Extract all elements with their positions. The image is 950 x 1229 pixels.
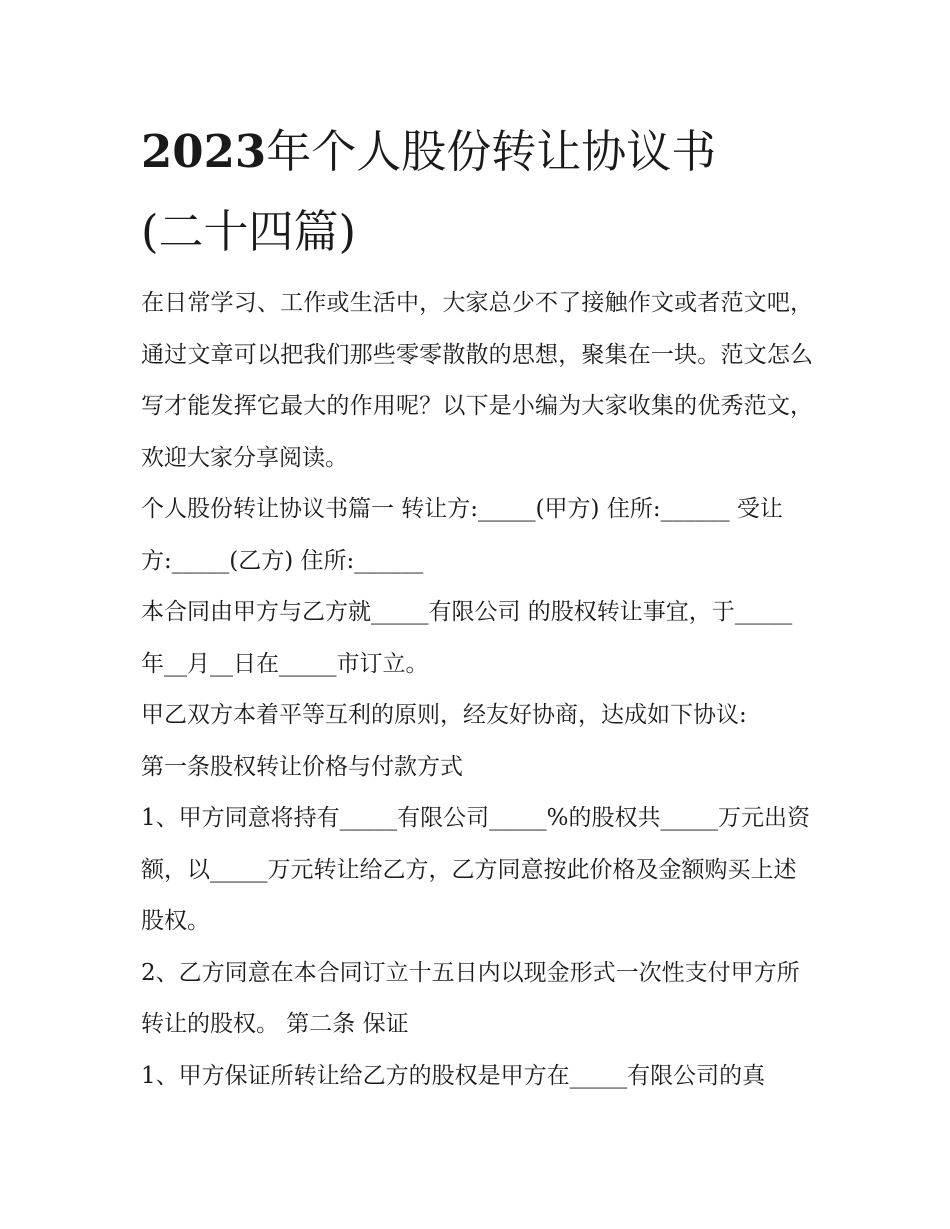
parties-paragraph: 个人股份转让协议书篇一 转让方:_____(甲方) 住所:______ 受让方:_____(乙方) 住所:______ xyxy=(141,496,783,574)
document-title xyxy=(141,112,813,272)
agreement-intro-paragraph: 甲乙双方本着平等互利的原则，经友好协商，达成如下协议: xyxy=(141,702,747,728)
contract-basis-paragraph: 本合同由甲方与乙方就_____有限公司 的股权转让事宜，于_____年__月__日在_____市订立。 xyxy=(141,599,793,677)
title-line1-rest: 年个人股份转让协议书 xyxy=(266,125,717,178)
clause-1-1: 1、甲方同意将持有_____有限公司_____%的股权共_____万元出资额，以_____万元转让给乙方，乙方同意按此价格及金额购买上述股权。 xyxy=(141,805,810,934)
document-page xyxy=(141,112,813,1102)
article-one-heading: 第一条股权转让价格与付款方式 xyxy=(141,753,463,780)
title-year: 2023 xyxy=(141,125,267,178)
clause-1-2: 2、乙方同意在本合同订立十五日内以现金形式一次性支付甲方所转让的股权。 第二条 保证 xyxy=(141,959,800,1037)
clause-2-1: 1、甲方保证所转让给乙方的股权是甲方在_____有限公司的真 xyxy=(141,1062,766,1089)
intro-paragraph: 在日常学习、工作或生活中，大家总少不了接触作文或者范文吧，通过文章可以把我们那些零零散散的思想，聚集在一块。范文怎么写才能发挥它最大的作用呢？以下是小编为大家收集的优秀范文，欢迎大家分享阅读。 xyxy=(141,290,813,471)
title-line2: (二十四篇) xyxy=(141,205,357,258)
